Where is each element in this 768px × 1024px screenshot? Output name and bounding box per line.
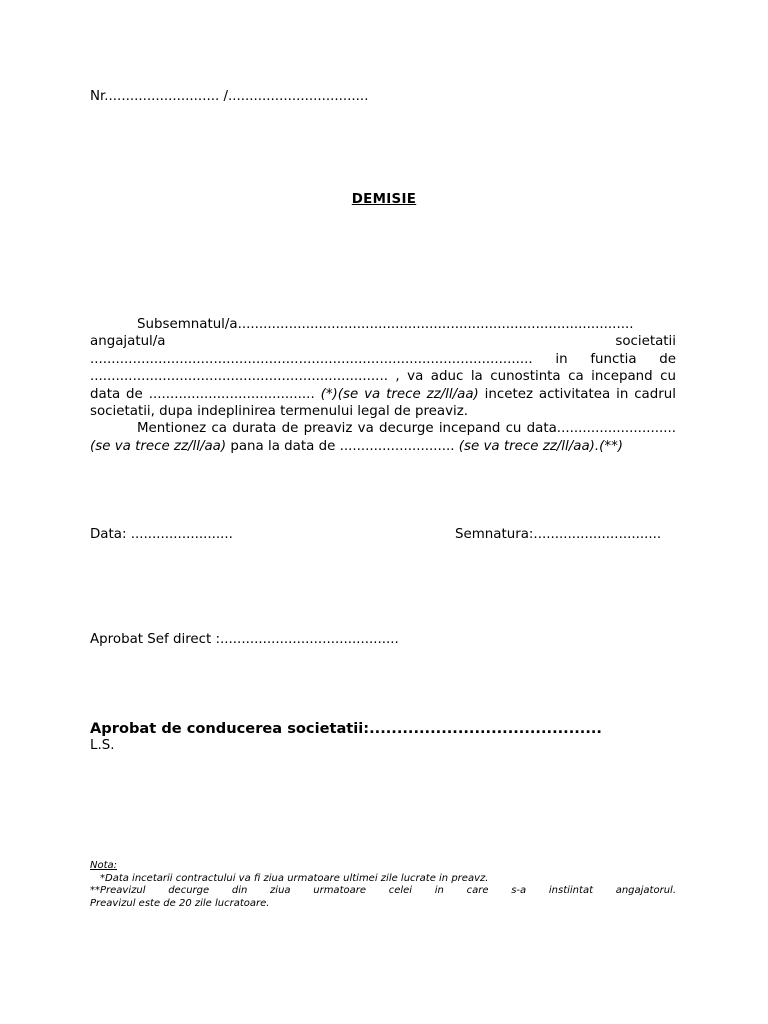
paragraph-1-line-4-start: data de ....................................... [90,386,321,402]
paragraph-1-line-2: societatii ........................................................................................................ in functia de [90,334,676,367]
paragraph-1 [90,316,676,420]
signature-field: Semnatura:.............................. [455,527,662,542]
paragraph-2-italic-a: (se va trece zz/ll/aa) [90,438,227,454]
paragraph-2 [90,420,676,455]
paragraph-1-line-4-italic: (*)(se va trece zz/ll/aa) [320,386,479,402]
paragraph-1-line-5: societatii, dupa indeplinirea termenului legal de preaviz. [90,404,469,420]
paragraph-2-mid: pana la data de ........................... [226,438,459,454]
note-2-line-1: **Preavizul decurge din ziua urmatoare celei in care s-a instiintat angajatorul. [90,885,676,897]
direct-boss-approval: Aprobat Sef direct :.......................................... [90,632,399,647]
paragraph-2-italic-b: (se va trece zz/ll/aa).(**) [458,438,623,454]
note-1: *Data incetarii contractului va fi ziua urmatoare ultimei zile lucrate in preavz. [100,872,489,884]
body-text [90,316,676,455]
signature-row [90,527,690,542]
paragraph-1-line-4-end: incetez activitatea in cadrul [478,386,676,402]
date-field: Data: ........................ [90,527,233,542]
paragraph-1-line-1: Subsemnatul/a............................................................................................. angajatul/a [90,317,634,350]
document-title: DEMISIE [351,192,417,207]
notes-section [90,860,676,910]
registration-number-line: Nr........................... /................................. [90,89,369,104]
management-approval: Aprobat de conducerea societatii:.......................................... [90,720,602,737]
note-2-line-2: Preavizul este de 20 zile lucratoare. [90,897,270,909]
notes-title: Nota: [90,860,118,871]
paragraph-2-line-1: Mentionez ca durata de preaviz va decurge incepand cu data............................ [137,421,676,437]
paragraph-1-line-3: ...................................................................... , va aduc la cunostinta ca incepand cu [90,369,676,385]
seal-label: L.S. [90,738,115,753]
